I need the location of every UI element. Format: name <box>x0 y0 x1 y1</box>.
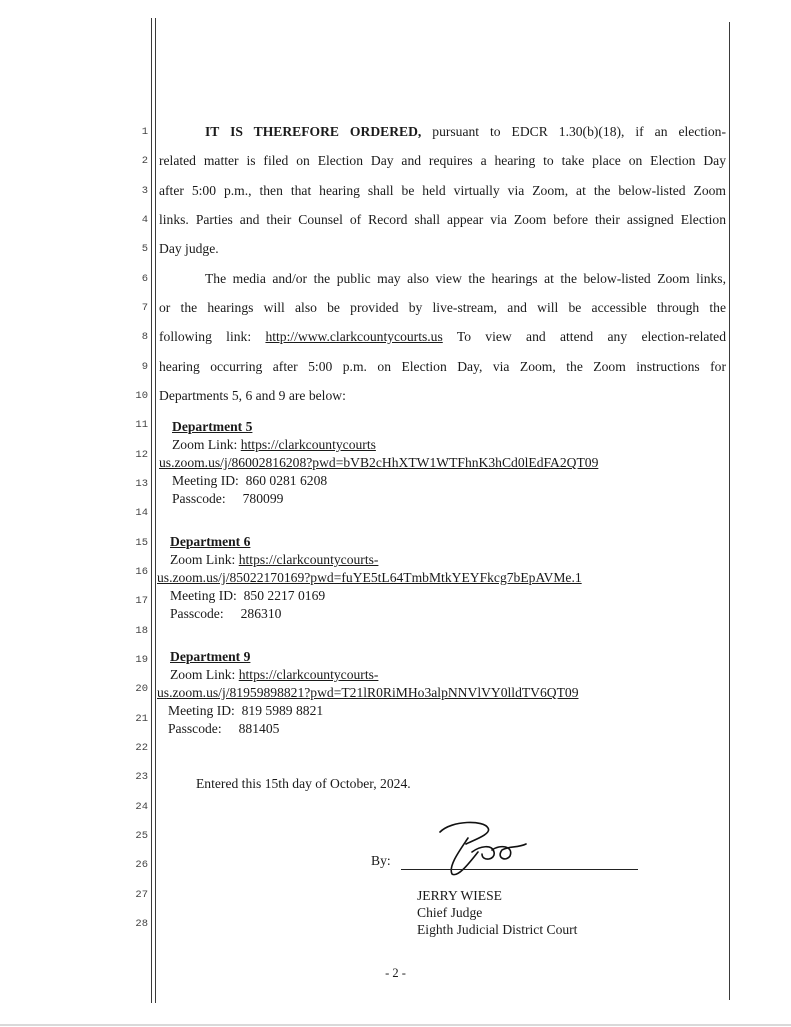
department-6-title: Department 6 <box>170 534 251 549</box>
court-website-link[interactable]: http://www.clarkcountycourts.us <box>265 329 443 344</box>
zoom-link-label: Zoom Link: <box>170 667 239 682</box>
line-number: 22 <box>135 742 148 754</box>
line-number: 6 <box>141 273 148 285</box>
line-number: 10 <box>135 390 148 402</box>
order-line-5: Day judge. <box>159 241 219 256</box>
line-number: 18 <box>135 625 148 637</box>
line-number: 24 <box>135 801 148 813</box>
left-margin-rule-outer <box>151 18 152 1003</box>
department-5-zoom-link-part-1[interactable]: https://clarkcountycourts <box>240 437 376 452</box>
line-number: 23 <box>135 771 148 783</box>
line-number: 15 <box>135 537 148 549</box>
line-number: 20 <box>135 683 148 695</box>
line-number: 27 <box>135 889 148 901</box>
line-number: 13 <box>135 478 148 490</box>
page-bottom-edge <box>0 1024 791 1026</box>
order-line-2: related matter is filed on Election Day and requires a hearing to take place on Election Day <box>159 153 726 168</box>
line-number: 12 <box>135 449 148 461</box>
line-number: 14 <box>135 507 148 519</box>
department-6-passcode <box>170 606 281 622</box>
department-5-title: Department 5 <box>172 419 253 434</box>
media-line-5: Departments 5, 6 and 9 are below: <box>159 388 346 403</box>
media-line-3 <box>159 329 726 345</box>
department-5-zoom-line <box>172 437 376 453</box>
passcode-value: 286310 <box>240 606 282 621</box>
department-9-zoom-link-part-2[interactable]: us.zoom.us/j/81959898821?pwd=T21lR0RiMHo3alpNNVlVY0lldTV6QT09 <box>157 685 579 700</box>
department-5-passcode <box>172 491 283 507</box>
line-number: 5 <box>141 243 148 255</box>
line-number: 21 <box>135 713 148 725</box>
department-5-zoom-link-part-2[interactable]: us.zoom.us/j/86002816208?pwd=bVB2cHhXTW1WTFhnK3hCd0lEdFA2QT09 <box>159 455 599 470</box>
department-9-title: Department 9 <box>170 649 251 664</box>
media-line-2: or the hearings will also be provided by live-stream, and will be accessible through the <box>159 300 726 315</box>
line-number: 3 <box>141 185 148 197</box>
department-6-zoom-link-part-1[interactable]: https://clarkcountycourts- <box>238 552 379 567</box>
by-label: By: <box>371 853 391 868</box>
line-number: 2 <box>141 155 148 167</box>
signature-line <box>401 869 638 870</box>
department-9-passcode <box>168 721 279 737</box>
media-line-1: The media and/or the public may also view the hearings at the below-listed Zoom links, <box>205 271 726 286</box>
line-number: 11 <box>135 419 148 431</box>
line-number: 4 <box>141 214 148 226</box>
meeting-id-label: Meeting ID: <box>170 588 237 603</box>
media-line-3-suffix: To view and attend any election-related <box>442 329 727 344</box>
department-6-zoom-line <box>170 552 378 568</box>
department-9-zoom-line <box>170 667 378 683</box>
order-line-1-text: pursuant to EDCR 1.30(b)(18), if an election- <box>421 124 726 139</box>
department-6-meeting-id <box>170 588 325 604</box>
order-line-4: links. Parties and their Counsel of Record shall appear via Zoom before their assigned Election <box>159 212 726 227</box>
handwritten-signature <box>422 818 532 880</box>
judge-title: Chief Judge <box>417 905 483 920</box>
meeting-id-value: 819 5989 8821 <box>241 703 324 718</box>
line-number: 19 <box>135 654 148 666</box>
line-number: 1 <box>141 126 148 138</box>
passcode-label: Passcode: <box>170 606 224 621</box>
line-number: 26 <box>135 859 148 871</box>
entered-date: Entered this 15th day of October, 2024. <box>196 776 411 791</box>
judge-name: JERRY WIESE <box>417 888 502 903</box>
passcode-label: Passcode: <box>172 491 226 506</box>
meeting-id-value: 860 0281 6208 <box>245 473 328 488</box>
order-lead: IT IS THEREFORE ORDERED, <box>205 124 422 139</box>
line-number: 7 <box>141 302 148 314</box>
meeting-id-label: Meeting ID: <box>168 703 235 718</box>
meeting-id-value: 850 2217 0169 <box>243 588 326 603</box>
passcode-value: 881405 <box>238 721 280 736</box>
line-number: 8 <box>141 331 148 343</box>
left-margin-rule-inner <box>155 18 156 1003</box>
media-line-3-prefix: following link: <box>159 329 266 344</box>
passcode-label: Passcode: <box>168 721 222 736</box>
passcode-value: 780099 <box>242 491 284 506</box>
page-number: - 2 - <box>385 966 406 980</box>
court-name: Eighth Judicial District Court <box>417 922 578 937</box>
right-margin-rule <box>729 22 730 1000</box>
line-number: 17 <box>135 595 148 607</box>
zoom-link-label: Zoom Link: <box>172 437 241 452</box>
line-number: 28 <box>135 918 148 930</box>
line-number: 25 <box>135 830 148 842</box>
department-9-zoom-link-part-1[interactable]: https://clarkcountycourts- <box>238 667 379 682</box>
zoom-link-label: Zoom Link: <box>170 552 239 567</box>
order-line-3: after 5:00 p.m., then that hearing shall be held virtually via Zoom, at the below-listed Zoom <box>159 183 726 198</box>
department-6-zoom-link-part-2[interactable]: us.zoom.us/j/85022170169?pwd=fuYE5tL64TmbMtkYEYFkcg7bEpAVMe.1 <box>157 570 582 585</box>
line-number: 16 <box>135 566 148 578</box>
order-line-1 <box>205 124 726 140</box>
line-number: 9 <box>141 361 148 373</box>
media-line-4: hearing occurring after 5:00 p.m. on Election Day, via Zoom, the Zoom instructions for <box>159 359 726 374</box>
department-5-meeting-id <box>172 473 327 489</box>
meeting-id-label: Meeting ID: <box>172 473 239 488</box>
department-9-meeting-id <box>168 703 323 719</box>
